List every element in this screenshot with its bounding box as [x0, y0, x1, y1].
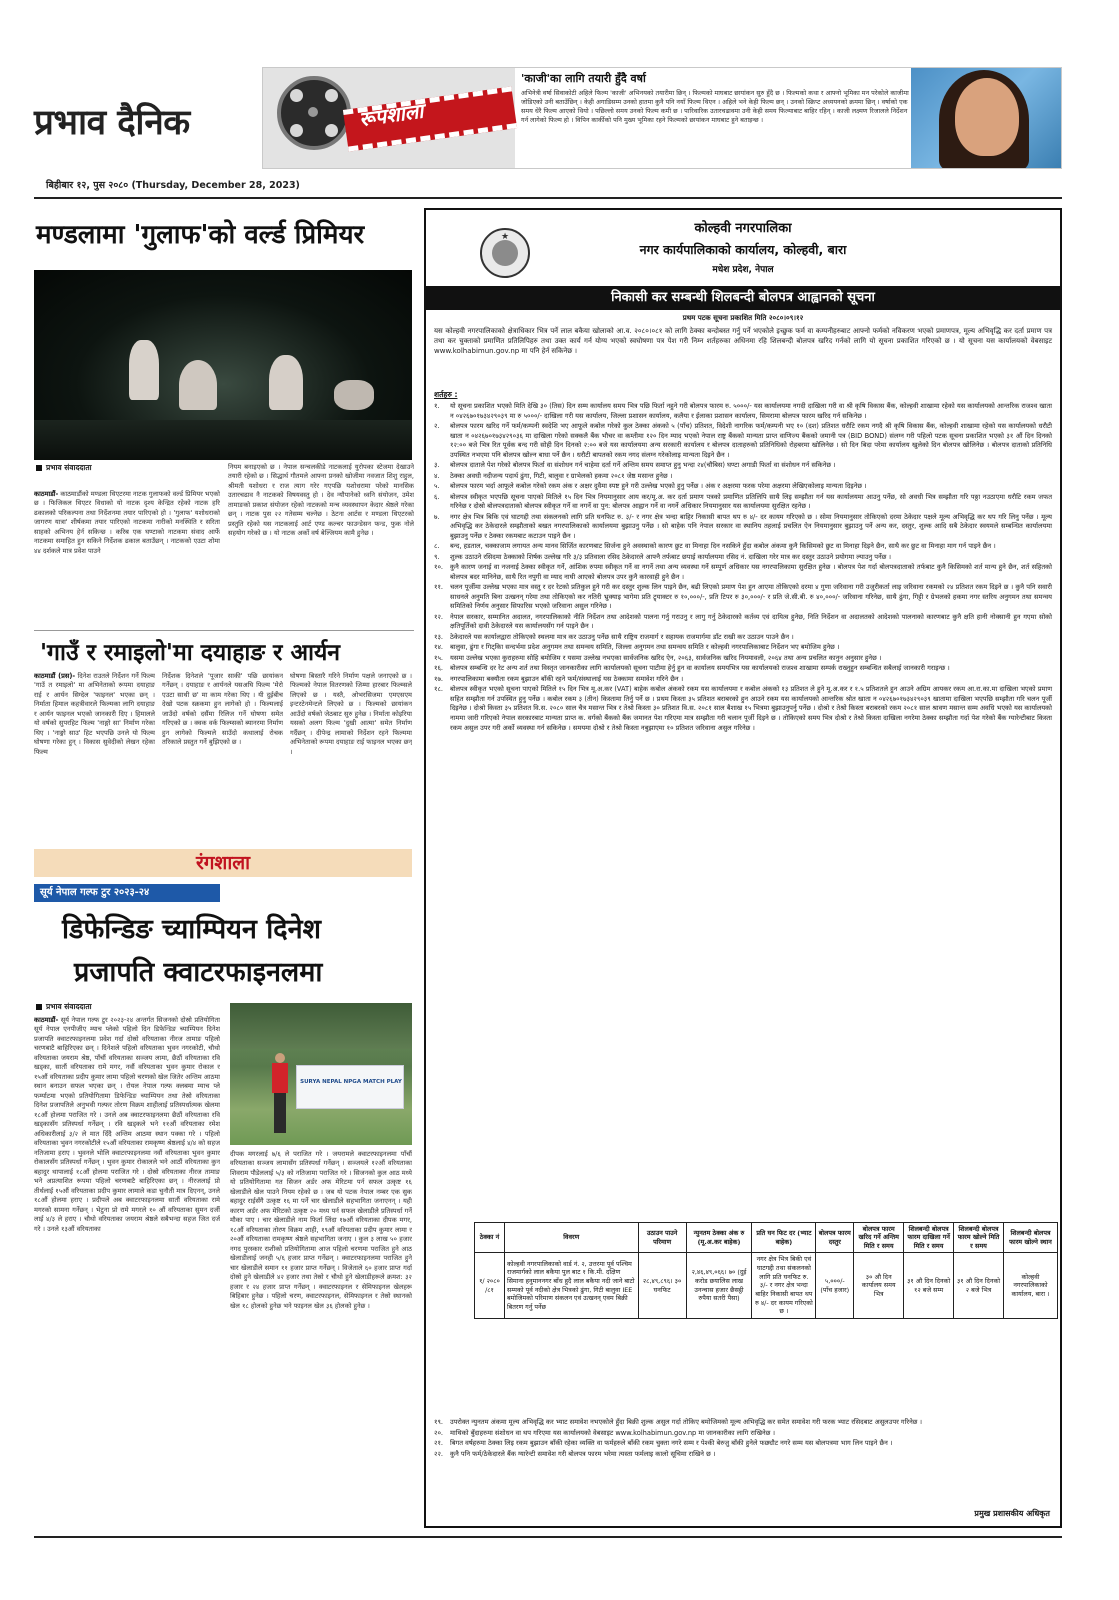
terms-number: १८.	[434, 685, 444, 694]
story2-col1: काठमाडौं (प्रस)- दिनेश राउतले निर्देशन गर्ने फिल्म 'गाउँ त रमाइलो' मा अभिनेताको रूपमा दयाहाङ राई र आर्यन सिग्देल 'फाइनल' भएका छन् । निर्माता हिमाल कहत्रीवारले फिल्मका लागि दयाहाङ र आर्यन फाइनल भएको जानकारी दिए । हिमालले यो वर्षको सुपरहिट फिल्म 'नाङ्गो सा' निर्माण गरेका थिए । 'नाङ्गो साउ' हिट भएपछि उनले यो फिल्म घोषणा गरेका हुन् । विकास सुवेदीको लेखन रहेका फिल्म	[34, 672, 155, 756]
ad-title: 'काजी'का लागि तयारी हुँदै वर्षा	[521, 72, 646, 85]
story3-col2: दीपक मगरलाई ७/६ ले पराजित गरे । जयरामले क्वाटरफाइनलमा पाँचौं वरियताका सञ्जय लामासँग प्रतिस्पर्धा गर्नेछन् । सञ्जयले १२औं वरियताका शिवराम पौडेललाई ५/३ को नतिजामा पराजित गरे । सिजनको कुल आठ मध्ये यो प्रतियोगितामा गत सिजन अर्डर अफ मेरिटमा पर्न सफल उत्कृष्ट १६ खेलाडीले खेल पाउने नियम रहेको छ । जब यो पटक नेपाल नम्बर एक सुक बहादुर राईसँगै उत्कृष्ट १६ मा पर्ने चार खेलाडीले सहभागिता जनाएनन् । यही कारण अर्डर अफ मेरिटको उत्कृष्ट २० मध्य पर्न सफल खेलाडीले प्रतिस्पर्धा गर्ने मौका पाए । चार खेलाडीले नाम फिर्ता लिंदा १७औं वरियताका दीपक मगर, १८औं वरियताका तोरण विक्रम शाही, १९औं वरियताका प्रदीप कुमार लामा र २०औं वरियताका रामकृष्ण श्रेष्ठले सहभागिता जनाए । कुल ३ लाख ५० हजार नगद पुरस्कार राशीको प्रतियोगितामा आज पहिलो चरणमा पराजित हुने आठ खेलाडीलाई जनही ५/६ हजार प्राप्त गर्नेछन् । क्वाटरफाइनलमा पराजित हुने चार खेलाडीले समान ११ हजार प्राप्त गर्नेछन् । विजेताले ६० हजार प्राप्त गर्दा दोस्रो हुने खेलाडीले ४२ हजार तथा तेस्रो र चौथो हुने खेलाडीहरूले क्रमश: ३२ हजार र २४ हजार प्राप्त गर्नेछन् । क्वाटरफाइनल र सेमिफाइनल खेलहरू बिहिबार हुनेछ । पहिलो चरण, क्वाटरफाइनल, सेमिफाइनल र तेस्रो स्थानको खेल १८ होलको हुनेछ भने फाइनल खेल ३६ होलको हुनेछ ।	[230, 1150, 412, 1310]
terms-number: ५.	[434, 482, 440, 491]
footer-divider	[34, 1536, 1062, 1538]
terms-item	[434, 685, 1052, 733]
story2-col2: निर्देशक दिनेशले 'पूजार साकी' पछि छायांकन गर्नेछन् । दयाहाङ र आर्यनले यसअघि फिल्म 'मेरो एउटा साथी छ' मा काम गरेका थिए । यी दुईबीच देखो पटक स्क्रकमा हुन लागेको हो । फिल्मलाई जाउँदो वर्षको दसैंमा रिलिज गर्ने घोषणा समेत गरिएको छ । क्वक वर्क फिल्म्सको ब्यानरमा निर्माण हुन लागेको फिल्मले साउँदो कथालाई रोचक तरिकाले प्रस्तुत गर्ने बुझिएको छ ।	[162, 672, 283, 747]
table-header-cell: ठेक्का नं	[475, 1223, 505, 1253]
terms-number: ६.	[434, 492, 440, 501]
notes-text: कुनै पनि फर्म/ठेकेदारले बैंक ग्यारेन्टी समावेश गरी बोलपत्र फारम भरेमा त्यस्ता फर्मलाइ कालो सूचिमा राखिने छ ।	[450, 1449, 716, 1458]
table-cell: २,४६,४९,०६६। ७० (दुई करोड छयालिस लाख उनन्चास हजार छैसट्ठी रुपैया सतरी पैसा)	[686, 1253, 752, 1318]
table-header-cell: शिलबन्दी बोलपत्र फारम खोल्ने मिति र समय	[954, 1223, 1004, 1253]
table-cell: १/ २०८० /८१	[475, 1253, 505, 1318]
notes-list	[434, 1418, 1052, 1460]
terms-number: १.	[434, 402, 440, 410]
terms-text: नेपाल सरकार, सम्मानित अदालत, नगरपालिकाको नीति निर्देशन तथा आदेशको पालना गर्नु गराउनु र लागु गर्नु ठेकेदारको कर्तव्य एवं दायित्व हुनेछ, निति निर्देशन वा अदालतको आदेशको पालनाको कारणबाट कुनै क्षति हानी नोक्सानी हुन गएमा सोको क्षतिपूर्तिको दावी ठेकेदारले यस कार्यालयसँग गर्न पाइने छैन ।	[450, 612, 1052, 631]
terms-number: १०.	[434, 563, 444, 572]
terms-number: ३.	[434, 461, 440, 470]
terms-item	[434, 493, 1052, 512]
table-cell: २८,४९,८९६। ३० घनफिट	[638, 1253, 686, 1318]
table-header-cell: न्युनतम ठेक्का अंक रु (मू.अ.कर बाहेक)	[686, 1223, 752, 1253]
table-cell: ३१ औ दिन दिनको १२ बजे सम्म	[904, 1253, 954, 1318]
terms-text: कुनै कारण जनाई वा नजनाई ठेक्का स्वीकृत गर्ने, आंशिक रुपमा स्वीकृत गर्ने वा नगर्ने तथा अन्य व्यवस्था गर्ने सम्पूर्ण अधिकार यस नगरपालिकामा सुरक्षित हुनेछ । बोलपत्र पेश गर्दा बोलपत्रदाताको तर्फबाट कुनै किसिमको शर्त मान्य हुने छैन, शर्त सहितको बोलपत्र बदर मानिनेछ, साथै रित नपुगी वा म्याद नाघी आएको बोलपत्र उपर कुनै कारवाही हुने छैन ।	[450, 563, 1052, 581]
header-divider	[34, 197, 1062, 199]
terms-item	[434, 583, 1052, 612]
ad-brand: रूपशाला	[357, 98, 425, 132]
golf-banner-text: SURYA NEPAL NPGA MATCH PLAY	[300, 1079, 402, 1085]
terms-item	[434, 482, 1052, 492]
terms-list	[434, 402, 1052, 734]
story1-photo	[34, 270, 412, 460]
terms-text: चलन पूर्जीमा उल्लेख भएका मात्र वस्तु र दर रेटको प्रतिकुल हुने गरी कर दस्तुर शुल्क लिन पाइने छैन, बढी लिएको प्रमाण पेश हुन आएमा तोकिएको दरमा ४ गुणा जरिवाना गरी उजुरीकर्ता लाइ जरिवाना रकमको २४ प्रतिशत रकम दिइने छ । कुनै पनि सवारी साधनले अनुमति बिना उत्खनन् गरेमा तथा तोकिएको कर नतिरी भ्रुक्याइ भागेमा प्रति ट्र्याक्टर रु १०,०००/-, प्रति टिपर रु ३०,०००/- र प्रति जे.सी.बी. रु ४०,०००/- जरिवाना गरिनेछ, साथै ढुंगा, गिट्टी र ग्रेभलको हकमा नगर स्तरिय अनुगमन तथा समन्वय समितिको निर्णय अनुसार सिफारिस भएको जरिवाना असुल गरिनेछ ।	[450, 583, 1052, 611]
table-header-cell: शिलबन्दी बोलपत्र फारम दाखिला गर्ने मिति र समय	[904, 1223, 954, 1253]
terms-item	[434, 664, 1052, 674]
terms-number: ९.	[434, 552, 440, 561]
terms-item	[434, 563, 1052, 582]
terms-item	[434, 461, 1052, 471]
terms-label: शर्तहरु :	[434, 390, 458, 399]
terms-number: १४.	[434, 643, 444, 652]
terms-number: ७.	[434, 512, 440, 521]
actress-photo	[911, 68, 1061, 168]
terms-number: १३.	[434, 632, 444, 641]
terms-number: १६.	[434, 664, 444, 673]
terms-number: १७.	[434, 674, 444, 683]
notes-number: २१.	[434, 1439, 444, 1448]
story2-headline: 'गाउँ र रमाइलो'मा दयाहाङ र आर्यन	[40, 639, 341, 666]
table-cell: कोल्हवी नगरपालिकाको कार्यालय, बारा ।	[1003, 1253, 1057, 1318]
terms-item	[434, 422, 1052, 460]
terms-number: २.	[434, 422, 440, 431]
film-reel-icon	[277, 76, 351, 150]
terms-text: नगरपालिकामा बक्यौता रकम बुझाउन बाँकी रहने फर्म/संस्थालाई यस ठेक्कामा समावेश गरिने छैन ।	[450, 674, 684, 683]
table-cell: कोल्हवी नगरपालिकाको वार्ड नं. २, उत्तरमा पूर्व पश्चिम राजमार्गको लाल बकैया पुल बाट १ कि.मी. दक्षिण सिमाना हनुमाननगर बाँध हुदै लाल बकैया नदी जाने बाटो सम्मको पूर्व नदीको क्षेत्र भित्रको ढुंगा, गिटी बालुवा IEE बमोजिमको परिमाण संकलन एवं उत्खनन् एवम बिक्री बितरण गर्नु पर्नेछ	[504, 1253, 638, 1318]
table-cell: ३० औ दिन कार्यालय समय भित्र	[854, 1253, 904, 1318]
notes-item	[434, 1418, 1052, 1428]
notes-item	[434, 1439, 1052, 1449]
rupshala-ad-banner[interactable]	[262, 67, 1062, 169]
notice-title: निकासी कर सम्बन्धी शिलबन्दी बोलपत्र आह्वानको सूचना	[426, 286, 1060, 310]
notice-province: मधेश प्रदेश, नेपाल	[712, 265, 774, 275]
table-cell: नगर क्षेत्र भित्र बिकी एवं घाटगद्दी तथा संकलनको लागि प्रति घनफिट रु. ३/- र नगर क्षेत्र भन्दा बाहिर निकासी बापत थप रु ४/- दर कायम गरिएको छ ।	[752, 1253, 816, 1318]
terms-text: ठेक्का अवधी नदीजन्य पदार्थ ढुंगा, गिटी, बालुवा र ग्राभेलको हकमा २०८१ जेष्ठ मसान्त हुनेछ ।	[450, 471, 673, 480]
notes-text: बिगत वर्षहरुमा ठेक्का लिइ रकम बुझाउन बाँकी रहेका व्यक्ति वा फर्महरुले बाँकी रकम चुक्ता नगरे सम्म र पेश्की बेरुजु बाँकी हुनेले फछ्यौट नगरे सम्म यस बोलपत्रमा भाग लिन पाइने छैन ।	[450, 1439, 893, 1448]
table-header-cell: उठाउन पाउने परिमाण	[638, 1223, 686, 1253]
terms-text: बोलपत्र स्वीकृत भएको सूचना पाएको मितिले १५ दिन भित्र मू.अ.कर (VAT) बाहेक कबोल अंकको रकम यस कार्यालयमा र कबोल अंकको १३ प्रतिशत ले हुने मू.अ.कर र १.५ प्रतिशतले हुन आउने अग्रिम आयकर रकम आ.रा.का.मा दाखिला भएको प्रमाण सहित सम्झौता गर्न उपस्थित हुनु पर्नेछ । कबोल रकम ३ (तीन) किस्तामा तिर्नु पर्ने छ । प्रथम किस्ता ३५ प्रतिशत बराबरको हुन आउने रकम यस कार्यालयको आन्तरिक श्रोत खाता न ०४२६७०१७३४२९०३९ खातामा दाखिला भएपछि सम्झौता गरि चलन पूर्जी दिइनेछ । दोश्रो किस्ता ३५ प्रतिशत वि.स. २०८० साल चैत्र मसान्त भित्र र तेश्रो किस्ता ३० प्रतिशत वि.स. २०८१ साल बैशाख १५ भित्रमा बुझाउनुपर्नु पर्नेछ । दोश्रो र तेश्रो किस्ता बराबरको रकम २०८१ साल श्रावण मसान्त सम्म अवधि भएको यस कार्यालयको नाममा जारी गरिएको नेपाल सरकारबाट मान्यता प्राप्त क. वर्गको बैंकको बैंक जमानत पेश गरिएमा मात्र सम्झौता गरी चलान पूर्जी दिइने छ । तोकिएको समय भित्र दोश्रो र तेश्रो किस्ता दाखिला नगरेमा ठेक्का सम्झौता गर्दा पेश गरेको बैंक ग्यारेन्टीबाट किस्ता रकम असुल उपर गरी अर्को व्यवस्था गर्न सकिनेछ । समयमा दोश्रो र तेश्रो किस्ता नबुझाएमा १० प्रतिशत जरिवाना असुल गरिनेछ ।	[450, 685, 1052, 732]
terms-text: बोलपत्र फारम भर्दा आफूले कबोल गरेको रकम अंक र अक्षर दुवैमा स्पष्ट हुने गरी उल्लेख भएको हुनु पर्नेछ । अंक र अक्षरमा फरक परेमा अक्षरमा लेखिएकोलाइ मान्यता दिइनेछ ।	[450, 482, 867, 491]
story1-col1: काठमाडौं- काठमाडौंको मण्डला थिएटरमा नाटक गुलाफको वर्ल्ड प्रिमियर भएको छ । फिजिकल थिएटर विधाको यो नाटक दृश्य केन्द्रित रहेको नाटक हरि ढकालको परिकल्पना तथा निर्देशनमा तयार पारिएको हो । 'गुलाफ' यशोधराको जागरण यात्रा' शीर्षकमा तयार पारिएको नाटकमा नारीको मनस्थिति र सरिता साहको अभिनय हेर्न सकिन्छ । करिब एक घण्टाको नाटकमा संवाद आर्फे नाटकमा समाहित हुन सकिने निर्देशक ढकाल बताउँछन् । नाटकको एउटा शोमा ४४ दर्शकले मात्र प्रवेश पाउने	[34, 490, 220, 555]
terms-item	[434, 542, 1052, 552]
terms-item	[434, 613, 1052, 632]
story2-col3: घोषणा बिस्तारै गरिने निर्माण पक्षले जनाएको छ । फिल्मको नेपाल वितरणको जिम्मा हारबार फिल्म्सले लिएको छ । यस्तै, ओभरसिजमा एमएसएम इन्टरटेनमेन्टले लिएको छ । फिल्मको छायांकन आउँदो वर्षको जेठबाट सुरु हुनेछ । निर्माता कोइरिया यसको अलग फिल्म 'दुखी आत्मा' समेत निर्माण गर्दैछन् । दीपेन्द्र लामाको निर्देशन रहने फिल्ममा अभिनेताको रूपमा दयाहाङ राई फाइनल भएका छन् ।	[290, 672, 412, 756]
terms-item	[434, 654, 1052, 664]
masthead: प्रभाव दैनिक	[34, 102, 190, 143]
story3-headline-line1: डिफेन्डिङ च्याम्पियन दिनेश	[62, 914, 321, 945]
story3-headline-line2: प्रजापति क्वाटरफाइनलमा	[74, 957, 323, 988]
notice-office: नगर कार्यपालिकाको कार्यालय, कोल्हवी, बारा	[639, 242, 847, 257]
notice-intro: यस कोल्हवी नगरपालिकाको क्षेत्राधिकार भित्र पर्ने लाल बकैया खोलाको आ.व. २०८०।०८१ को लागि ठेक्का बन्दोबस्त गर्नु पर्ने भएकोले इच्छुक फर्म वा कम्पनीहरुबाट आफ्नो फर्मको नविकरण भएको प्रमाणपत्र, मूल्य अभिवृद्धि कर दर्ता प्रमाण पत्र तथा कर चुक्ताको प्रमाणित प्रतिलिपिहरु तथा उक्त कार्य गर्न योग्य भएको स्वघोषणा पत्र पेश गरी निम्न शर्तहरुका अधिनमा रहि शिलबन्दी बोलपत्र खरिद गर्नको लागि यो सूचना प्रकाशित गरिएको छ । यो सूचना यस कार्यालयको वेबसाइट www.kolhabimun.gov.np मा पनि हेर्न सकिनेछ ।	[434, 327, 1052, 355]
terms-text: नगर क्षेत्र भित्र बिकि एवं घाटगद्दी तथा संकलनको लागि प्रति घनफिट रु. ३/- र नगर क्षेत्र भन्दा बाहिर निकासी बापत थप रु ४/- दर कायम गरिएको छ । सोमा नियमानुसार तोकिएको दरमा ठेकेदार पक्षले मूल्य अभिवृद्धि कर थप गरि लिनु पर्नेछ । मूल्य अभिवृद्धि कर ठेकेदारले सम्झौताको बखत नगरपालिकाको कार्यालयमा बुझाउनु पर्नेछ । सो बाहेक पनि नेपाल सरकार वा स्थानिय तहलाई प्रचलित ऐन नियमानुसार बुझाउनु पर्ने अन्य कर, दस्तुर, शुल्क आदि सबै ठेकेदार स्वयमले सम्बन्धित कार्यालयमा बुझाउनु पर्नेछ र ठेक्का रकमबाट कटाउन पाइने छैन ।	[450, 512, 1052, 540]
terms-text: बन्द, हडताल, चक्काजाम लगायत अन्य मानव सिर्जित कारणबाट सिर्जना हुने अवस्थाको कारण छुट वा मिनाहा दिन नसकिने हुँदा कबोल अंकमा कुनै किसिमको छुट वा मिनाहा दिइने छैन, साथै कर छुट वा मिनाहा माग गर्न पाइने छैन ।	[450, 542, 996, 551]
terms-number: १२.	[434, 612, 444, 621]
terms-item	[434, 513, 1052, 542]
story3-col1: काठमाडौं- सूर्य नेपाल गल्फ टुर २०२३-२४ अन्तर्गत सिजनको दोस्रो प्रतियोगिता सूर्य नेपाल एनपीजीए म्याच प्लेको पहिलो दिन डिफेन्डिङ च्याम्पियन दिनेश प्रजापति क्वाटरफाइनलमा प्रवेश गर्दा दोस्रो वरियताका नीरज तामाङ पहिलो चरणबाटै बाहिरिएका छन् । दिनेशले पहिलो वरियताका भुवन नगरकोटी, चौथो वरियताका जयराम श्रेष्ठ, पाँचौं वरियताका सञ्जय लामा, छैठौं वरियताका रवि खड्का, सातौं वरियताका रामे मगर, नवौं वरियताका भुवन कुमार रोकाल र १५औं वरियताका प्रदीप कुमार लामा पहिलो चरणको खेल जितेर अन्तिम आठमा स्थान बनाउन सफल भएका छन् । रोयल नेपाल गल्फ क्लबमा म्याच प्ले फर्म्याटमा भएको प्रतियोगितामा डिफेन्डिङ च्याम्पियन तथा तेस्रो वरियताका दिनेश प्रजापतिले अनुभवी गल्फर तोरण विक्रम शाहीलाई प्रतिस्पर्धात्मक खेलमा १८औं होलमा पराजित गरे । उनले अब क्वाटरफाइनलमा छैठौं वरियताका रवि खड्कासँग प्रतिस्पर्धा गर्नेछन् । रवि खड्कले भने ११औं वरियताका रमेश अधिकारीलाई ३/२ ले मात दिँदै अन्तिम आठमा स्थान पक्का गरे । पहिलो वरियताका भुवन नगरकोटीले १५औं वरियताका रामकृष्ण श्रेष्ठलाई ४/४ को सहज नतिजामा हराए । भुवनले भोलि क्वाटरफाइनलमा नवौं वरियताका भुवन कुमार रोकालसँग प्रतिस्पर्धा गर्नेछन् । भुवन कुमार रोकालले भने आठौं वरियताका कुन बहादुर थापालाई १८औं होलमा पराजित गरे । दोस्रो वरियताका नीरज तामाङ भने अप्रत्याशित रूपमा पहिलो चरणबाटै बाहिरिएका छन् । नीरजलाई प्रो तीर्थलाई १५औं वरियताका प्रदीप कुमार लामाले कडा चुनौती मात्र दिएनन्, उनले १८औं होलमा हराए । प्रदीपले अब क्वाटरफाइनलमा सातौं वरियताका रामे मगरको सामना गर्नेछन् । भेटुना प्रो रामे मगरले १० औं वरियताका सुमन दर्जी लाई ४/३ ले हराए । चौथो वरियताका जयराम श्रेष्ठले सबैभन्दा सहज जित दर्ज गरे । उनले १३औं वरियताका	[34, 1016, 220, 1233]
terms-text: बोलपत्र सम्बन्धि दर रेट अन्य शर्त तथा विस्तृत जानकारीका लागि कार्यालयको सूचना पाटीमा हेर्नु हुन वा कार्यालय समयभित्र यस कार्यालयको राजश्व शाखामा सम्पर्क राख्नुहुन सम्बन्धित सबैलाई जानकारी गराइन्छ ।	[450, 664, 950, 673]
terms-item	[434, 402, 1052, 421]
notes-number: २२.	[434, 1449, 444, 1458]
table-cell: ३१ औ दिन दिनको २ बजे भित्र	[954, 1253, 1004, 1318]
table-header-cell: प्रति घन फिट दर (भ्याट बाहेक)	[752, 1223, 816, 1253]
table-header-cell: बोलपत्र फारम दस्तुर	[816, 1223, 854, 1253]
notes-text: माथिको बुँदाहरुमा संशोधन वा थप गरिएमा यस कार्यालयको वेबसाइट www.kolhabimun.gov.np मा जानकारीका लागि राखिनेछ ।	[450, 1428, 776, 1437]
table-header-cell: बोलपत्र फारम खरिद गर्ने अन्तिम मिति र समय	[854, 1223, 904, 1253]
notes-number: २०.	[434, 1428, 444, 1437]
story1-headline: मण्डलामा 'गुलाफ'को वर्ल्ड प्रिमियर	[36, 220, 365, 250]
terms-number: ४.	[434, 471, 440, 480]
golf-photo	[230, 1003, 412, 1145]
signature: प्रमुख प्रशासकीय अधिकृत	[974, 1509, 1050, 1519]
story-divider	[34, 630, 414, 631]
notice-pub-date: प्रथम पटक सूचना प्रकाशित मिति २०८०।०९।१२	[682, 314, 804, 322]
notes-text: उपरोक्त न्युनतम अंकमा मूल्य अभिवृद्धि कर भ्याट समावेश नभएकोले हुँदा बिक्री शुल्क असुल गर्दा तोकिए बमोजिमको मूल्य अभिवृद्धि कर समेत समावेश गरी फरक भ्याट रसिदबाट असुलउपर गरिनेछ ।	[450, 1418, 923, 1426]
rangshala-section-banner: रंगशाला	[34, 849, 412, 877]
notice-org: कोल्हवी नगरपालिका	[694, 221, 792, 236]
terms-text: बोलपत्र दाताले पेश गरेको बोलपत्र फिर्ता वा संशोधन गर्न चाहेमा दर्ता गर्ने अन्तिम समय समाप्त हुनु भन्दा २४(चौबिस) घण्टा अगाडी फिर्ता वा संशोधन गर्न सकिनेछ ।	[450, 461, 836, 470]
terms-text: शुल्क उठाउने रसिदमा ठेक्काको शिर्षक उल्लेख गरि ३/३ प्रतिवाला रसिद ठेकेदारले आफ्नै तर्फबाट छपाई कार्यालयमा रसिद नं. दाखिला गरेर मात्र कर दस्तुर उठाउने प्रयोगमा ल्याउनु पर्नेछ ।	[450, 552, 891, 561]
terms-text: बोलपत्र स्वीकृत भएपछि सूचना पाएको मितिले १५ दिन भित्र नियमानुसार आय कर/मू.अ. कर दर्ता प्रमाण पत्रको प्रमाणित प्रतिलिपि साथै लिइ सम्झौता गर्न यस कार्यालयमा आउनु पर्नेछ, सो अवधी भित्र सम्झौता गरि पठ्ठा नउठाएमा धरौटि रकम जफत गरिनेछ र दोस्रो बोलपत्रदाताको बोलपत्र स्वीकृत गर्ने वा नगर्ने वा पुन: बोलपत्र आह्वान गर्ने वा नगर्ने अधिकार नियमानुसार यस कार्यालयमा सुरक्षित रहनेछ ।	[450, 492, 1052, 511]
table-header-cell: विवरण	[504, 1223, 638, 1253]
terms-item	[434, 633, 1052, 643]
story1-byline: प्रभाव संवाददाता	[36, 463, 92, 473]
terms-number: ८.	[434, 542, 440, 551]
tender-table	[474, 1222, 1058, 1319]
terms-item	[434, 643, 1052, 653]
notes-item	[434, 1450, 1052, 1460]
table-header-cell: शिलबन्दी बोलपत्र फारम खोल्ने स्थान	[1003, 1223, 1057, 1253]
terms-item	[434, 675, 1052, 685]
terms-text: बोलपत्र फारम खरिद गर्ने फर्म/कम्पनी स्वदेशि भए आफूले कबोल गरेको कुल ठेक्का अंकको ५ (पाँच) प्रतिशत, विदेशी नागरिक फर्म/कम्पनी भए १० (दश) प्रतिशत धरौटि रकम नगदै श्री कृषि विकास बैंक, कोल्हवी शाखामा रहेको यस कार्यालयको धरौटी खाता न ०४२६७०१७३४२९०३६ मा दाखिला गरेको सक्कलै बैंक भौचर वा कम्तीमा १२० दिन म्याद भएको नेपाल राष्ट्र बैंकको मान्यता प्राप्त वाणिज्य बैंकको जमानी पत्र (BID BOND) संलग्न गरी पहिलो पटक सूचना प्रकाशित भएको ३१ औं दिन दिनको १२:०० बजे भित्र रित पूर्वक बन्द गरी सोही दिन दिनको २:०० बजे यस कार्यालयमा अन्य सरकारी कार्यालय र बोलपत्र दाताहरुको प्रतिनिधिको रोहबरमा खोलिनेछ । सो दिन बिदा परेमा कार्यालय खुलेको दिन बोलपत्र खोलिनेछ । बोलपत्र दाताको प्रतिनिधि उपस्थित नभएमा पनि बोलपत्र खोल्न बाधा पर्ने छैन । धरौटी बापतको रकम नगद संलग्न गरेकोलाइ मान्यता दिइने छैन ।	[450, 422, 1052, 459]
notes-item	[434, 1429, 1052, 1439]
ad-graphic	[263, 68, 515, 168]
story1-col2: नियम बनाइएको छ । नेपाल सन्चलकीडे नाटकलाई युरोपका स्टेजमा देखाउने तयारी रहेको छ । सिद्धार्थ गौतमले आफ्ना प्रनको खोजीमा नवजात शिशु राहुल, श्रीमती यशोधरा र राज त्याग गरेर गएपछि यशोधरामा परेको मानसिक उतारचढाव नै नाटकको विषयवस्तु हो । देव न्यौपानेको ध्वनि संयोजन, उमेश तामाङको प्रकाश संयोजन रहेको नाटकको मन्च व्यवस्थापन केदार श्रेष्ठले गरेका छन् । नाटक पुस २२ गतेसम्म चल्नेछ । ठेटना आर्टस र मण्डला थिएटरको प्रस्तुति रहेको यस नाटकलाई आर्ट एण्ड कल्चर फाउन्डेसन फन्ड, फुक नोले सहयोग गरेको छ । यो नाटक अर्को वर्ष बेल्जियम कामै हुनेछ ।	[228, 463, 414, 538]
terms-number: १५.	[434, 653, 444, 662]
terms-item	[434, 553, 1052, 563]
terms-text: ठेकेदारले यस कार्यालद्वारा तोकिएको स्थलमा मात्र कर उठाउनु पर्नेछ साथै राष्ट्रिय राजमार्ग र सहायक राजमार्गमा डाँट राखी कर उठाउन पाउने छैन ।	[450, 632, 794, 641]
notes-number: १९.	[434, 1418, 444, 1426]
story3-byline: प्रभाव संवाददाता	[36, 1002, 92, 1012]
issue-date: बिहीबार १२, पुस २०८० (Thursday, December 28, 2023)	[46, 180, 300, 191]
ad-body: अभिनेत्री वर्षा सिवाकोटी अहिले फिल्म 'काजी' अभिनयको तयारीमा छिन् । फिल्मको माघबाट छायांकन सुरु हुँदै छ । फिल्मको कथा र आफ्नो भूमिका मन परेकोले काजीमा जोडिएको उनी बताउँछिन् । केही अगाडिसम्म उनको हातमा कुनै पनि नयाँ फिल्म थिएन । अहिले भने केही फिल्म छन् । उनको स्क्रिप्ट अध्ययनको क्रममा छिन् । वर्षाको एक समय धेरै फिल्म आएको थियो । पछिल्लो समय उनको फिल्म कमी छ । पारिवारिक उतारचढावमा उनी केही समय फिल्माबाट बाहिर रहिन् । काजी लक्ष्मण रिजालले निर्देशन गर्न लागेको फिल्म हो । विपिन कार्कीको पनि मुख्य भूमिका रहने फिल्मको छायांकन माघबाट हुने बताइन्छ ।	[521, 88, 909, 124]
table-cell: ५,०००/- (पाँच हजार)	[816, 1253, 854, 1318]
golf-tour-tag: सूर्य नेपाल गल्फ टुर २०२३-२४	[34, 884, 220, 902]
nepal-emblem-icon: ★	[480, 228, 530, 278]
terms-text: यो सूचना प्रकाशित भएको मिति देखि ३० (तिस) दिन सम्म कार्यालय समय भित्र पछि फिर्ता नहुने गरी बोलपत्र फारम रु. ५०००/- यस कार्यालयमा नगदी दाखिला गरी वा श्री कृषि विकास बैंक, कोल्हवी शाखामा रहेको यस कार्यालयको आन्तरिक राजश्व खाता न ०४२६७०१७३४२९०३९ मा रु ५०००/- दाखिला गरी यस कार्यालय, जिल्ला प्रशासन कार्यालय, कलैया र ईलाका प्रशासन कार्यालय, सिमरामा बोलपत्र फारम खरिद गर्न सकिनेछ ।	[450, 402, 1052, 420]
terms-item	[434, 472, 1052, 482]
terms-text: बालुवा, ढुंगा र गिट्किा सन्दर्भमा प्रदेश अनुगमन तथा समन्वय समिति, जिल्ला अनुगमन तथा समन्वय समिति र कोल्हवी नगरपालिकाबाट निर्देशन भए बमोजिम हुनेछ ।	[450, 643, 840, 652]
terms-text: यसमा उल्लेख भएका कुराहरुमा सोहि बमोजिम र यसमा उल्लेख नभएका सार्वजनिक खरिद ऐन, २०६३, सार्वजनिक खरिद नियमावली, २०६४ तथा अन्य प्रचलित कानुन अनुसार हुनेछ ।	[450, 653, 882, 662]
tender-notice	[424, 208, 1062, 1528]
terms-number: ११.	[434, 583, 444, 592]
ad-text	[521, 72, 911, 125]
table-row	[475, 1253, 1058, 1318]
